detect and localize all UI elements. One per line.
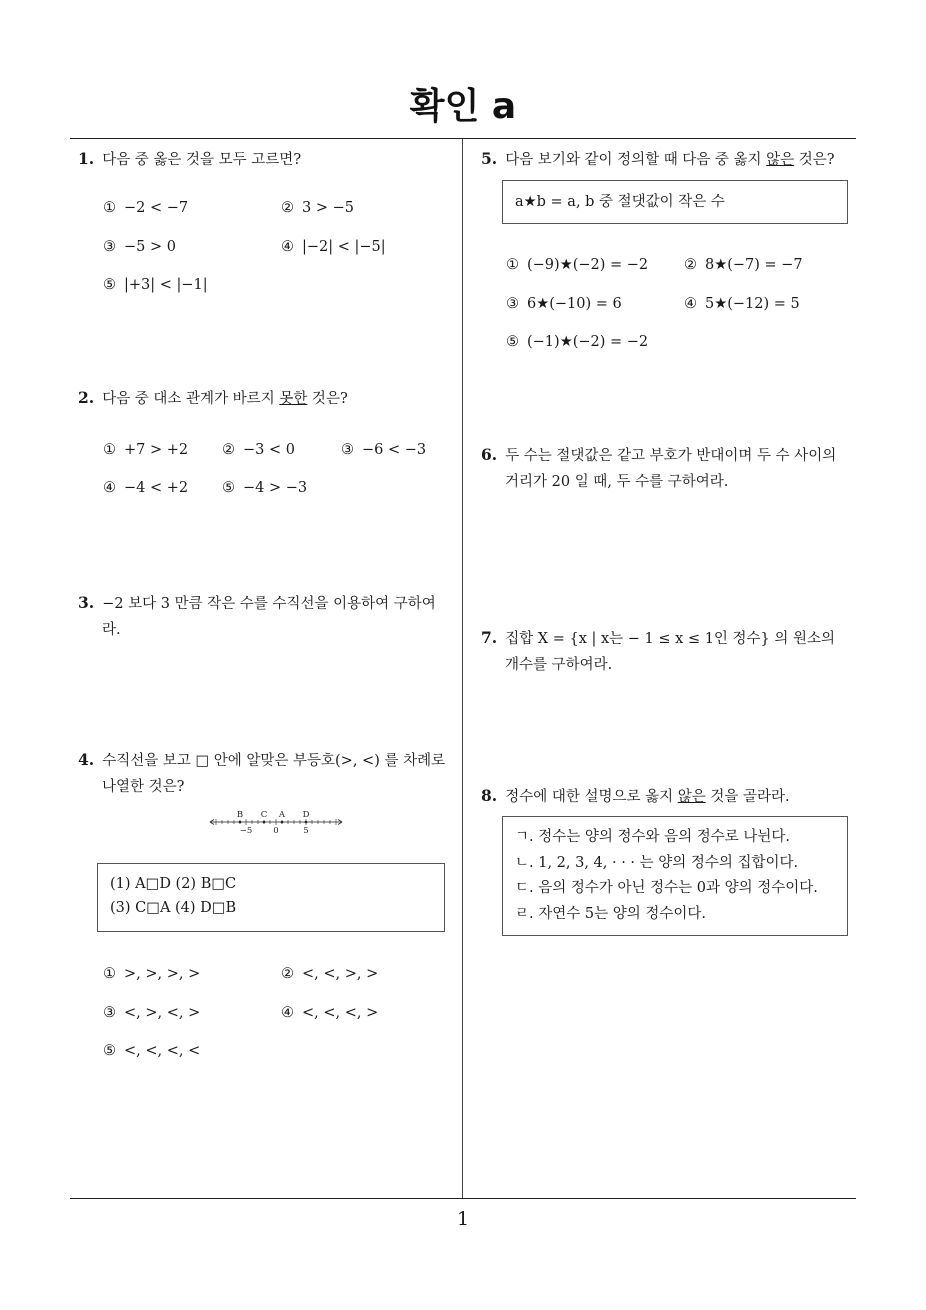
problem-text-end: 것을 골라라. <box>705 789 790 805</box>
choice-text: 8★(−7) = −7 <box>705 257 803 273</box>
number-line-point-label: C <box>260 810 268 820</box>
problem-text-cont: 개수를 구하여라. <box>505 657 613 673</box>
number-line-point-label: D <box>302 810 310 820</box>
choice-text: −4 > −3 <box>243 480 308 496</box>
problem-4-choice-5[interactable] <box>103 1043 200 1059</box>
problem-2-choice-3[interactable] <box>341 442 426 458</box>
box-line-2: ㄴ. 1, 2, 3, 4, · · · 는 양의 정수의 집합이다. <box>515 854 799 871</box>
number-line-point <box>281 821 284 824</box>
choice-text: (−1)★(−2) = −2 <box>527 334 649 350</box>
choice-mark: ③ <box>103 239 116 255</box>
box-line-4: ㄹ. 자연수 5는 양의 정수이다. <box>515 905 706 922</box>
problem-2-choice-2[interactable] <box>222 442 295 458</box>
choice-mark: ② <box>281 200 294 216</box>
problem-number: 4. <box>78 750 95 769</box>
problem-4-choice-3[interactable] <box>103 1005 200 1021</box>
page-title: 확인 a <box>409 86 517 127</box>
problem-text-end: 것은? <box>794 152 835 168</box>
header-rule <box>70 138 856 139</box>
box-line: a★b = a, b 중 절댓값이 작은 수 <box>515 194 725 210</box>
box-line-1: ㄱ. 정수는 양의 정수와 음의 정수로 나뉜다. <box>515 829 790 845</box>
choice-mark: ⑤ <box>222 480 235 496</box>
problem-text: 수직선을 보고 □ 안에 알맞은 부등호(>, <) 를 차례로 <box>102 753 446 769</box>
problem-text-cont: 거리가 20 일 때, 두 수를 구하여라. <box>505 474 729 490</box>
choice-text: +7 > +2 <box>124 442 189 458</box>
problem-2-choice-4[interactable] <box>103 480 188 496</box>
choice-mark: ④ <box>103 480 116 496</box>
choice-mark: ③ <box>506 296 519 312</box>
choice-mark: ⑤ <box>506 334 519 350</box>
problem-number: 1. <box>78 149 95 168</box>
problem-number: 5. <box>481 149 498 168</box>
problem-text: 다음 보기와 같이 정의할 때 다음 중 옳지 <box>505 152 767 168</box>
problem-2 <box>78 385 348 412</box>
problem-number: 6. <box>481 445 498 464</box>
page-number: 1 <box>456 1208 470 1230</box>
choice-text: >, >, >, > <box>124 966 201 982</box>
choice-mark: ① <box>103 200 116 216</box>
choice-text: <, <, <, > <box>302 1005 379 1021</box>
number-line-tick-label: −5 <box>239 826 253 836</box>
problem-5-choice-1[interactable] <box>506 257 648 273</box>
choice-mark: ② <box>684 257 697 273</box>
choice-text: −5 > 0 <box>124 239 176 255</box>
problem-text-cont: 나열한 것은? <box>102 779 185 795</box>
choice-text: −2 < −7 <box>124 200 189 216</box>
number-line-point <box>305 821 308 824</box>
choice-mark: ③ <box>341 442 354 458</box>
number-line-point <box>239 821 242 824</box>
problem-6 <box>481 442 861 495</box>
problem-4-choice-2[interactable] <box>281 966 378 982</box>
problem-text-end: 것은? <box>307 391 348 407</box>
choice-text: <, <, <, < <box>124 1043 201 1059</box>
number-line-point-label: B <box>236 810 244 820</box>
problem-text-underlined: 않은 <box>766 152 795 168</box>
number-line-tick-label: 5 <box>303 826 309 836</box>
problem-4-choice-4[interactable] <box>281 1005 378 1021</box>
choice-mark: ③ <box>103 1005 116 1021</box>
problem-text: 두 수는 절댓값은 같고 부호가 반대이며 두 수 사이의 <box>505 448 837 464</box>
choice-mark: ④ <box>281 1005 294 1021</box>
choice-mark: ⑤ <box>103 277 116 293</box>
choice-mark: ① <box>103 966 116 982</box>
choice-mark: ⑤ <box>103 1043 116 1059</box>
problem-1 <box>78 146 301 173</box>
problem-number: 3. <box>78 593 95 612</box>
choice-text: |−2| < |−5| <box>302 239 386 255</box>
problem-1-choice-5[interactable] <box>103 277 208 293</box>
problem-4 <box>78 747 460 800</box>
box-line-2: (3) C□A (4) D□B <box>110 900 237 916</box>
box-line-3: ㄷ. 음의 정수가 아닌 정수는 0과 양의 정수이다. <box>515 880 818 896</box>
problem-4-choice-1[interactable] <box>103 966 200 982</box>
problem-2-choice-1[interactable] <box>103 442 188 458</box>
choice-mark: ④ <box>281 239 294 255</box>
box-line-1: (1) A□D (2) B□C <box>110 876 237 892</box>
problem-1-choice-2[interactable] <box>281 200 354 216</box>
problem-5-choice-4[interactable] <box>684 296 800 312</box>
choice-text: (−9)★(−2) = −2 <box>527 257 649 273</box>
choice-text: −4 < +2 <box>124 480 189 496</box>
problem-2-choice-5[interactable] <box>222 480 307 496</box>
problem-text: 정수에 대한 설명으로 옳지 <box>505 789 678 805</box>
choice-text: 3 > −5 <box>302 200 354 216</box>
choice-mark: ① <box>103 442 116 458</box>
problem-number: 2. <box>78 388 95 407</box>
problem-text: 집합 X = {x | x는 − 1 ≤ x ≤ 1인 정수} 의 원소의 <box>505 631 836 647</box>
choice-text: −3 < 0 <box>243 442 295 458</box>
choice-mark: ① <box>506 257 519 273</box>
problem-5-choice-5[interactable] <box>506 334 648 350</box>
number-line-point <box>263 821 266 824</box>
problem-3 <box>78 590 460 643</box>
problem-5-choice-3[interactable] <box>506 296 622 312</box>
problem-1-choice-4[interactable] <box>281 239 386 255</box>
choice-mark: ② <box>222 442 235 458</box>
problem-8-box <box>502 816 848 936</box>
problem-4-box <box>97 863 445 932</box>
problem-text: 다음 중 대소 관계가 바르지 <box>102 391 280 407</box>
number-line-tick-label: 0 <box>273 826 279 836</box>
number-line-point-label: A <box>278 810 286 820</box>
problem-text-underlined: 못한 <box>279 391 308 407</box>
footer-rule <box>70 1198 856 1199</box>
problem-5-box <box>502 180 848 224</box>
choice-text: 6★(−10) = 6 <box>527 296 622 312</box>
problem-1-choice-1[interactable] <box>103 200 188 216</box>
column-divider <box>462 139 463 1199</box>
problem-number: 8. <box>481 786 498 805</box>
choice-mark: ② <box>281 966 294 982</box>
problem-7 <box>481 625 861 678</box>
number-line <box>208 806 344 836</box>
problem-8 <box>481 783 790 810</box>
problem-text: −2 보다 3 만큼 작은 수를 수직선을 이용하여 구하여 <box>102 596 436 612</box>
choice-text: −6 < −3 <box>362 442 427 458</box>
problem-1-choice-3[interactable] <box>103 239 176 255</box>
problem-text: 다음 중 옳은 것을 모두 고르면? <box>102 152 302 168</box>
problem-5 <box>481 146 835 173</box>
problem-text-underlined: 않은 <box>677 789 706 805</box>
choice-mark: ④ <box>684 296 697 312</box>
choice-text: |+3| < |−1| <box>124 277 208 293</box>
problem-text-cont: 라. <box>102 622 121 638</box>
problem-number: 7. <box>481 628 498 647</box>
choice-text: <, <, >, > <box>302 966 379 982</box>
choice-text: <, >, <, > <box>124 1005 201 1021</box>
problem-5-choice-2[interactable] <box>684 257 803 273</box>
choice-text: 5★(−12) = 5 <box>705 296 800 312</box>
